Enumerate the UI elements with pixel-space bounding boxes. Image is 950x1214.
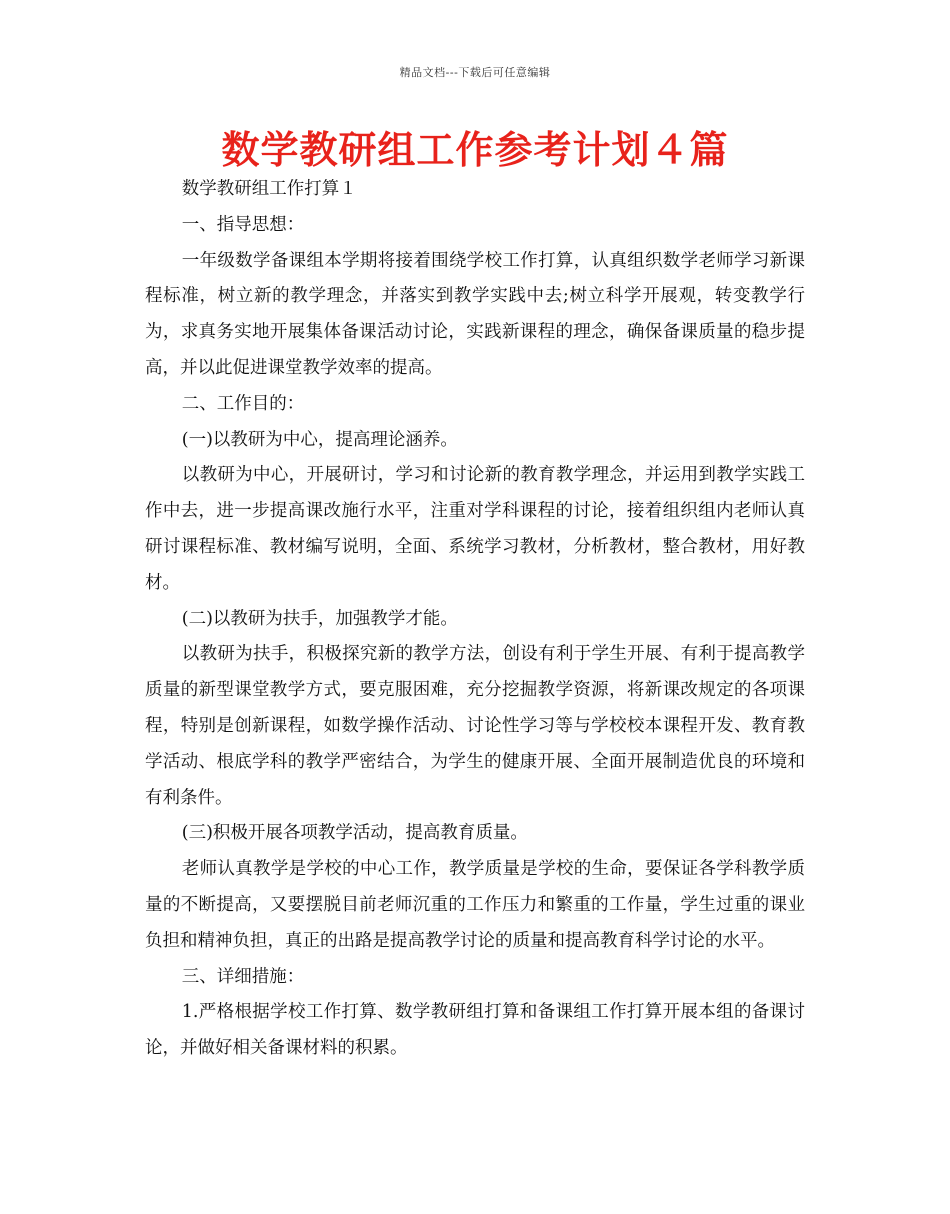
subheading: (一)以教研为中心，提高理论涵养。 <box>181 429 458 450</box>
paragraph: 以教研为中心，开展研讨，学习和讨论新的教育教学理念，并运用到教学实践工作中去，进一步提高课改施行水平，注重对学科课程的讨论，接着组织组内老师认真研讨课程标准、教材编写说明，全面、系统学习教材，分析教材，整合教材，用好教材。 <box>145 465 805 593</box>
document-body <box>145 172 805 1067</box>
paragraph: 以教研为扶手，积极探究新的教学方法，创设有利于学生开展、有利于提高教学质量的新型课堂教学方式，要克服困难，充分挖掘教学资源，将新课改规定的各项课程，特别是创新课程，如数学操作活动、讨论性学习等与学校校本课程开发、教育教学活动、根底学科的教学严密结合，为学生的健康开展、全面开展制造优良的环境和有利条件。 <box>145 644 805 808</box>
page-header: 精品文档---下载后可任意编辑 <box>399 66 551 79</box>
document-title: 数学教研组工作参考计划４篇 <box>221 128 729 172</box>
heading-guiding-thought: 一、指导思想： <box>181 214 305 235</box>
paragraph: 老师认真教学是学校的中心工作，教学质量是学校的生命，要保证各学科教学质量的不断提高，又要摆脱目前老师沉重的工作压力和繁重的工作量，学生过重的课业负担和精神负担，真正的出路是提高教学讨论的质量和提高教育科学讨论的水平。 <box>145 859 805 951</box>
paragraph: 一年级数学备课组本学期将接着围绕学校工作打算，认真组织数学老师学习新课程标准，树立新的教学理念，并落实到教学实践中去;树立科学开展观，转变教学行为，求真务实地开展集体备课活动讨论，实践新课程的理念，确保备课质量的稳步提高，并以此促进课堂教学效率的提高。 <box>145 250 805 378</box>
heading-measures: 三、详细措施： <box>181 966 305 987</box>
subheading: (三)积极开展各项教学活动，提高教育质量。 <box>181 823 528 844</box>
subheading: (二)以教研为扶手，加强教学才能。 <box>181 608 458 629</box>
paragraph: 1.严格根据学校工作打算、数学教研组打算和备课组工作打算开展本组的备课讨论，并做好相关备课材料的积累。 <box>145 1002 805 1059</box>
heading-work-goals: 二、工作目的： <box>181 393 305 414</box>
section-subtitle: 数学教研组工作打算１ <box>181 179 357 199</box>
